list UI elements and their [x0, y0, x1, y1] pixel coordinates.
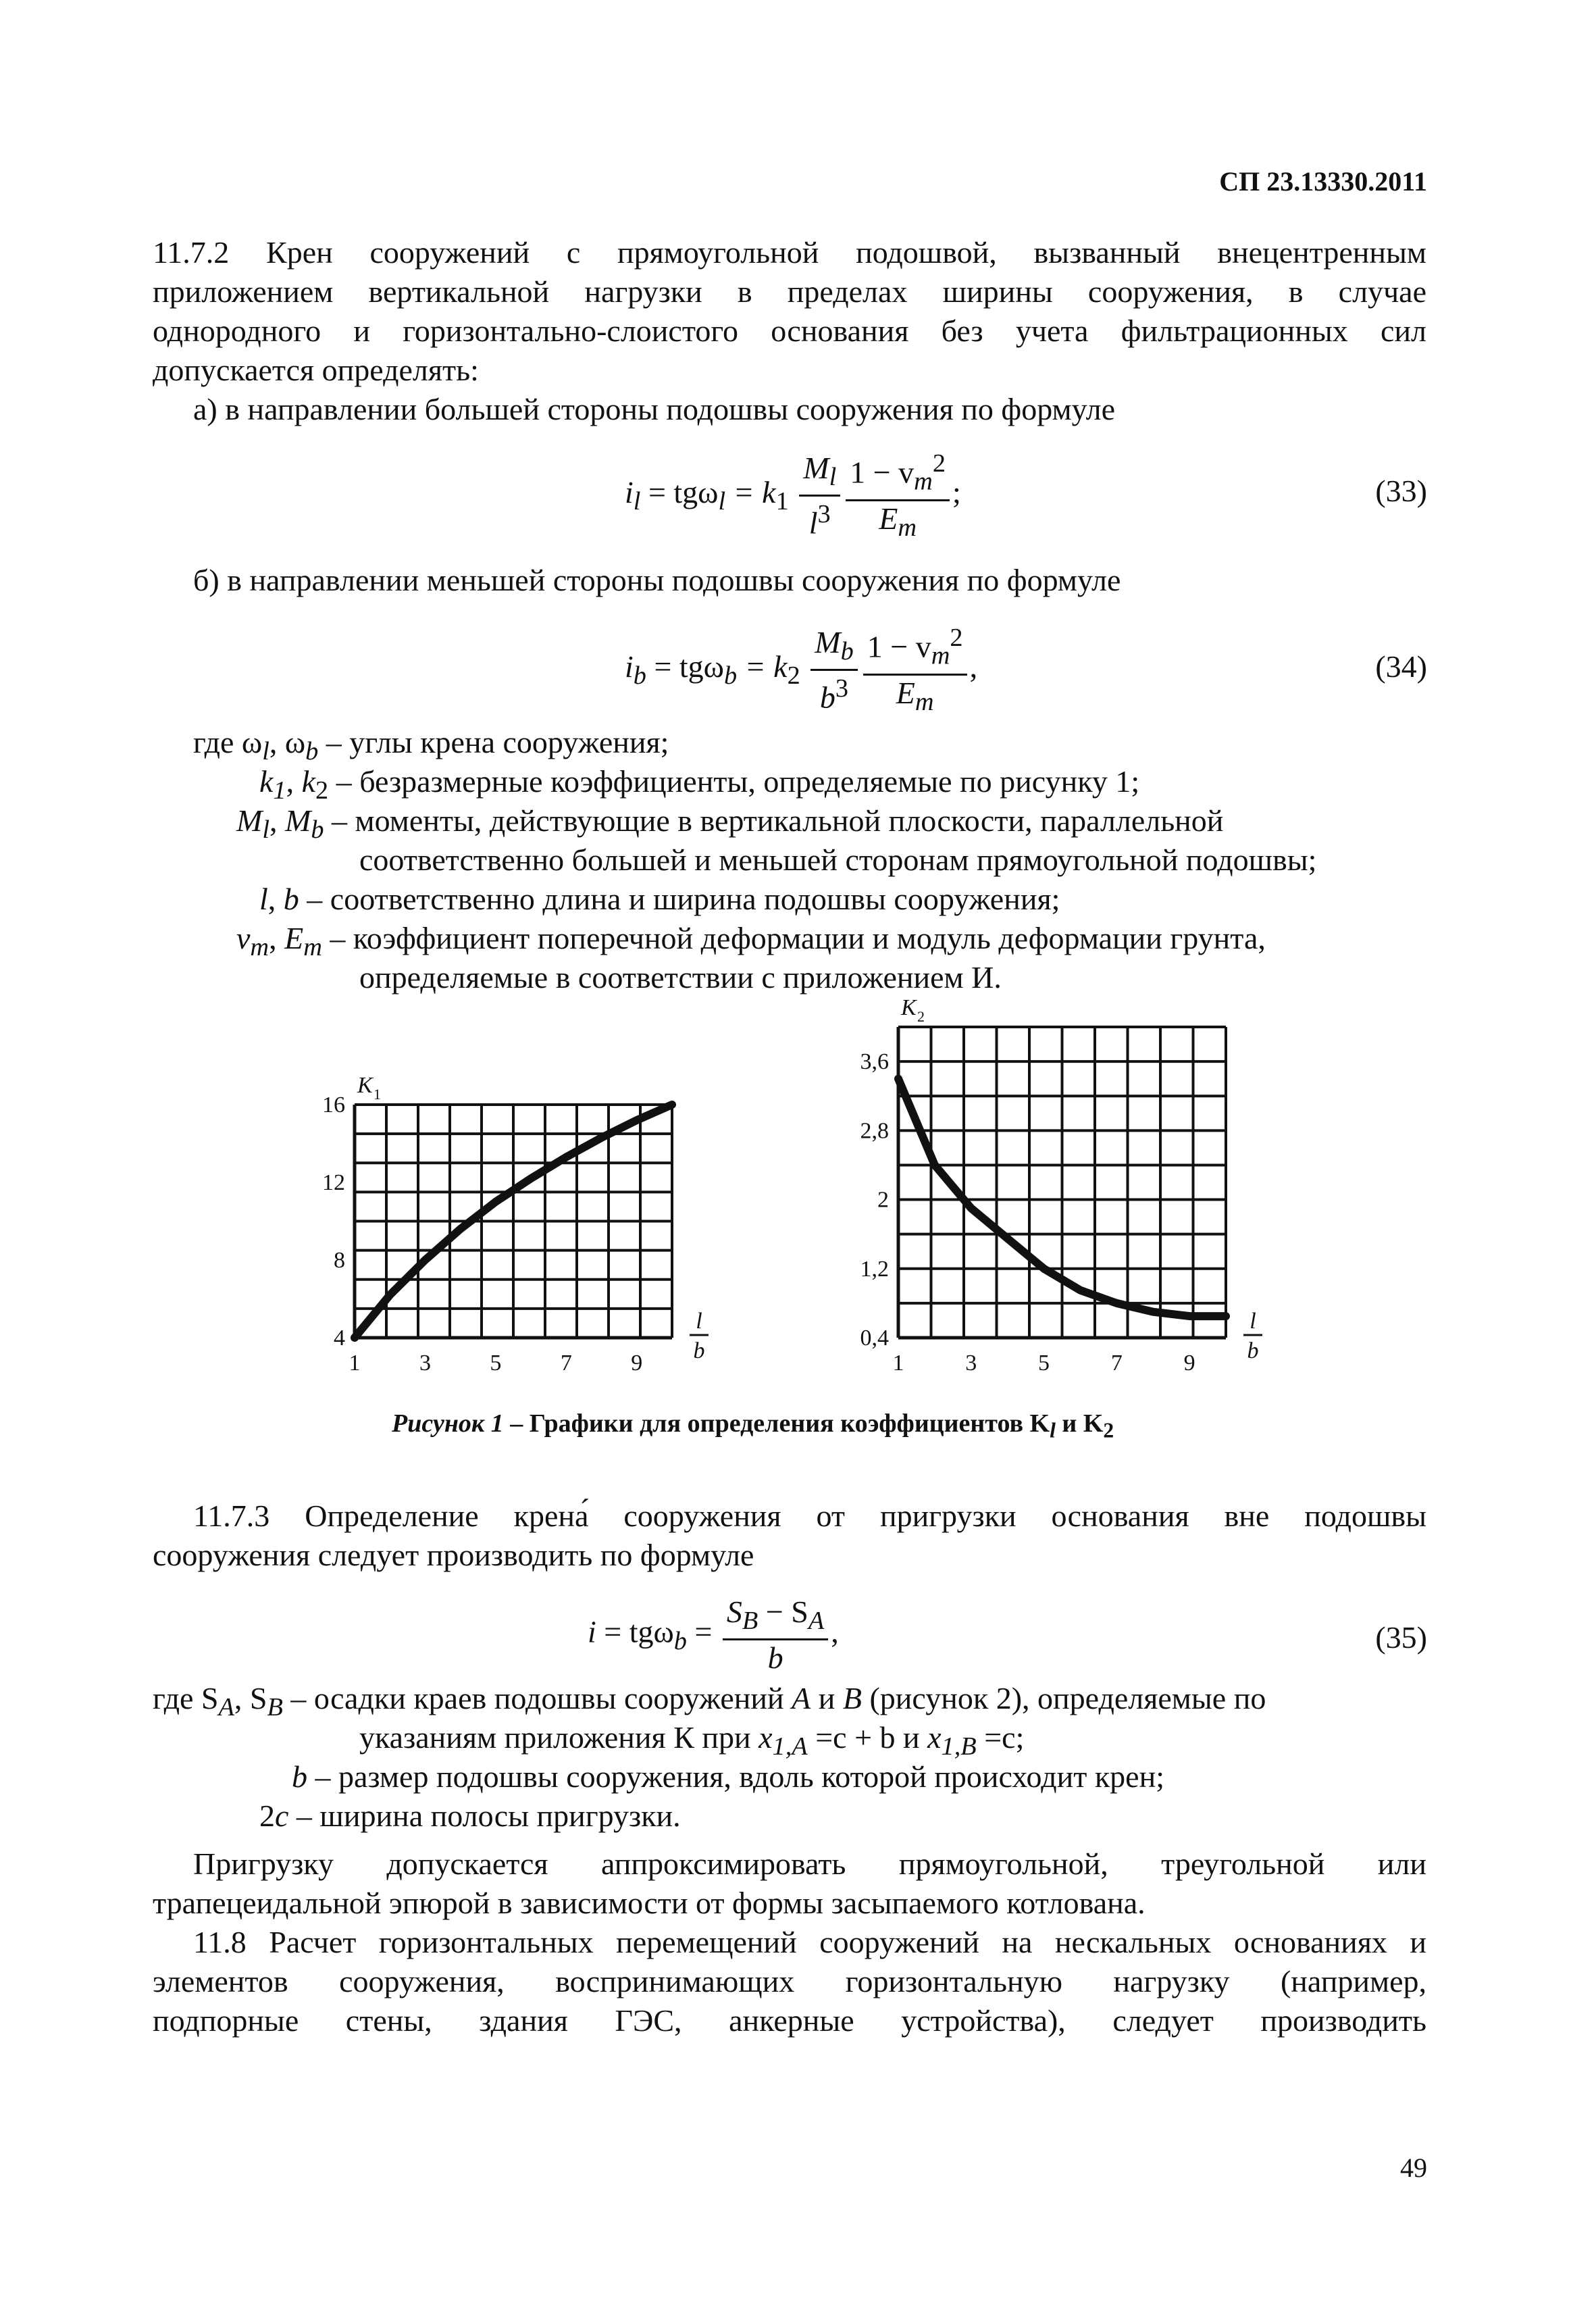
equation-number-34: (34)	[1375, 649, 1427, 684]
y-tick-label: 12	[322, 1170, 345, 1195]
y-tick-label: 0,4	[860, 1326, 889, 1351]
where2-row-s: где $S_A$, $S_B$ – осадки краев подошвы сооружений A и B (рисунок 2), определяемые по	[153, 1681, 1266, 1722]
where-row-m-continued: соответственно большей и меньшей сторонам прямоугольной подошвы;	[359, 842, 1317, 877]
data-point	[1044, 1268, 1045, 1269]
para-11-8-line-3: подпорные стены, здания ГЭС, анкерные устройства), следует производить	[153, 2003, 1426, 2038]
para-11-7-2-line-2: приложением вертикальной нагрузки в пределах ширины сооружения, в случае	[153, 274, 1426, 309]
y-tick-label: 1,2	[860, 1256, 889, 1282]
x-axis-label-denominator: b	[693, 1338, 705, 1363]
where-row-v-e: $v_m$, $E_m$ – коэффициент поперечной деформации и модуль деформации грунта,	[236, 921, 1266, 962]
y-tick-label: 3,6	[860, 1049, 889, 1075]
document-code: СП 23.13330.2011	[1219, 166, 1427, 197]
data-point	[1225, 1315, 1227, 1317]
where-row-omega: где $\omega_l$, $\omega_b$ – углы крена сооружения;	[193, 725, 669, 766]
data-point	[636, 1120, 638, 1121]
data-point	[1189, 1315, 1190, 1317]
data-point	[898, 1078, 899, 1080]
para-11-8-line-2: элементов сооружения, воспринимающих горизонтальную нагрузку (например,	[153, 1964, 1426, 1998]
y-tick-label: 16	[322, 1092, 345, 1117]
data-point	[354, 1337, 355, 1338]
x-tick-label: 3	[965, 1351, 977, 1376]
equation-number-33: (33)	[1375, 474, 1427, 508]
data-point	[1152, 1311, 1154, 1313]
where2-row-s-continued: указаниям приложения К при $x_{1,A} =c + b$ и $x_{1,B} =c$;	[359, 1720, 1025, 1761]
y-axis-label-subscript: 2	[917, 1008, 925, 1025]
x-tick-label: 5	[490, 1351, 502, 1376]
para-11-8-line-1: 11.8 Расчет горизонтальных перемещений сооружений на нескальных основаниях и	[193, 1925, 1426, 1959]
data-point	[389, 1294, 390, 1296]
x-tick-label: 3	[419, 1351, 431, 1376]
x-tick-label: 9	[1183, 1351, 1195, 1376]
data-point	[671, 1104, 673, 1105]
data-point	[971, 1207, 972, 1209]
para-load-line-1: Пригрузку допускается аппроксимировать прямоугольной, треугольной или	[193, 1846, 1426, 1881]
data-point	[916, 1122, 917, 1123]
x-tick-label: 1	[892, 1351, 904, 1376]
y-tick-label: 2,8	[860, 1118, 889, 1144]
y-tick-label: 8	[334, 1248, 345, 1273]
figure-caption: Рисунок 1 – Графики для определения коэффициентов $K_l$ и $K_2$	[392, 1409, 1114, 1442]
page-number: 49	[1400, 2153, 1427, 2183]
para-11-7-3-line-1: 11.7.3 Определение крена́ сооружения от пригрузки основания вне подошвы	[193, 1499, 1426, 1533]
data-point	[601, 1137, 602, 1138]
data-point	[934, 1164, 935, 1165]
y-tick-label: 2	[877, 1187, 889, 1213]
data-point	[495, 1201, 496, 1203]
para-load-line-2: трапецеидальной эпюрой в зависимости от формы засыпаемого котлована.	[153, 1886, 1145, 1920]
data-point	[424, 1259, 426, 1261]
equation-number-35: (35)	[1375, 1620, 1427, 1655]
x-axis-label-denominator: b	[1247, 1338, 1259, 1363]
where2-row-2c: 2c – ширина полосы пригрузки.	[259, 1799, 681, 1833]
figure-1-charts	[304, 993, 1304, 1399]
x-tick-label: 5	[1038, 1351, 1050, 1376]
y-axis-label: K	[901, 995, 917, 1020]
x-tick-label: 1	[349, 1351, 361, 1376]
formula-35: i = tgω$_b$ = $\frac{S_B - S_A}{b}$ ,	[588, 1594, 839, 1676]
x-axis-label-numerator: l	[696, 1309, 702, 1334]
para-11-7-3-line-2: сооружения следует производить по формуле	[153, 1538, 754, 1572]
where-row-k: $k_1$, $k_2$ – безразмерные коэффициенты, определяемые по рисунку 1;	[259, 764, 1140, 805]
where2-row-b: b – размер подошвы сооружения, вдоль которой происходит крен;	[292, 1759, 1164, 1794]
data-point	[565, 1157, 567, 1158]
x-axis-label-numerator: l	[1250, 1309, 1256, 1334]
y-tick-label: 4	[334, 1326, 345, 1351]
where-row-v-e-continued: определяемые в соответствии с приложением И.	[359, 960, 1002, 995]
formula-33: $i_l = tg\omega_l = k_1$ $\frac{M_l}{l^3}$ $\frac{1 - v_m^2}{E_m}$ ;	[625, 446, 961, 545]
x-tick-label: 7	[560, 1351, 572, 1376]
data-point	[1116, 1303, 1117, 1304]
data-point	[1007, 1238, 1008, 1239]
x-tick-label: 7	[1110, 1351, 1123, 1376]
chart-k2	[860, 995, 1263, 1376]
where-row-m: $M_l$, $M_b$ – моменты, действующие в вертикальной плоскости, параллельной	[236, 803, 1224, 845]
data-point	[460, 1228, 461, 1230]
chart-k1	[322, 1073, 709, 1376]
item-a-text: а) в направлении большей стороны подошвы сооружения по формуле	[193, 392, 1115, 426]
item-b-text: б) в направлении меньшей стороны подошвы сооружения по формуле	[193, 563, 1121, 597]
formula-34: $i_b = tg\omega_b = k_2$ $\frac{M_b}{b^3}$ $\frac{1 - v_m^2}{E_m}$ ,	[625, 620, 977, 720]
data-point	[530, 1178, 532, 1179]
x-tick-label: 9	[631, 1351, 643, 1376]
data-point	[1079, 1290, 1081, 1291]
para-11-7-2-line-3: однородного и горизонтально-слоистого основания без учета фильтрационных сил	[153, 313, 1426, 348]
y-axis-label-subscript: 1	[374, 1086, 381, 1103]
where-row-lb: l, b – соответственно длина и ширина подошвы сооружения;	[259, 882, 1060, 916]
y-axis-label: K	[357, 1073, 373, 1098]
para-11-7-2-line-1: 11.7.2 Крен сооружений с прямоугольной подошвой, вызванный внецентренным	[153, 235, 1426, 270]
para-11-7-2-line-4: допускается определять:	[153, 353, 479, 387]
